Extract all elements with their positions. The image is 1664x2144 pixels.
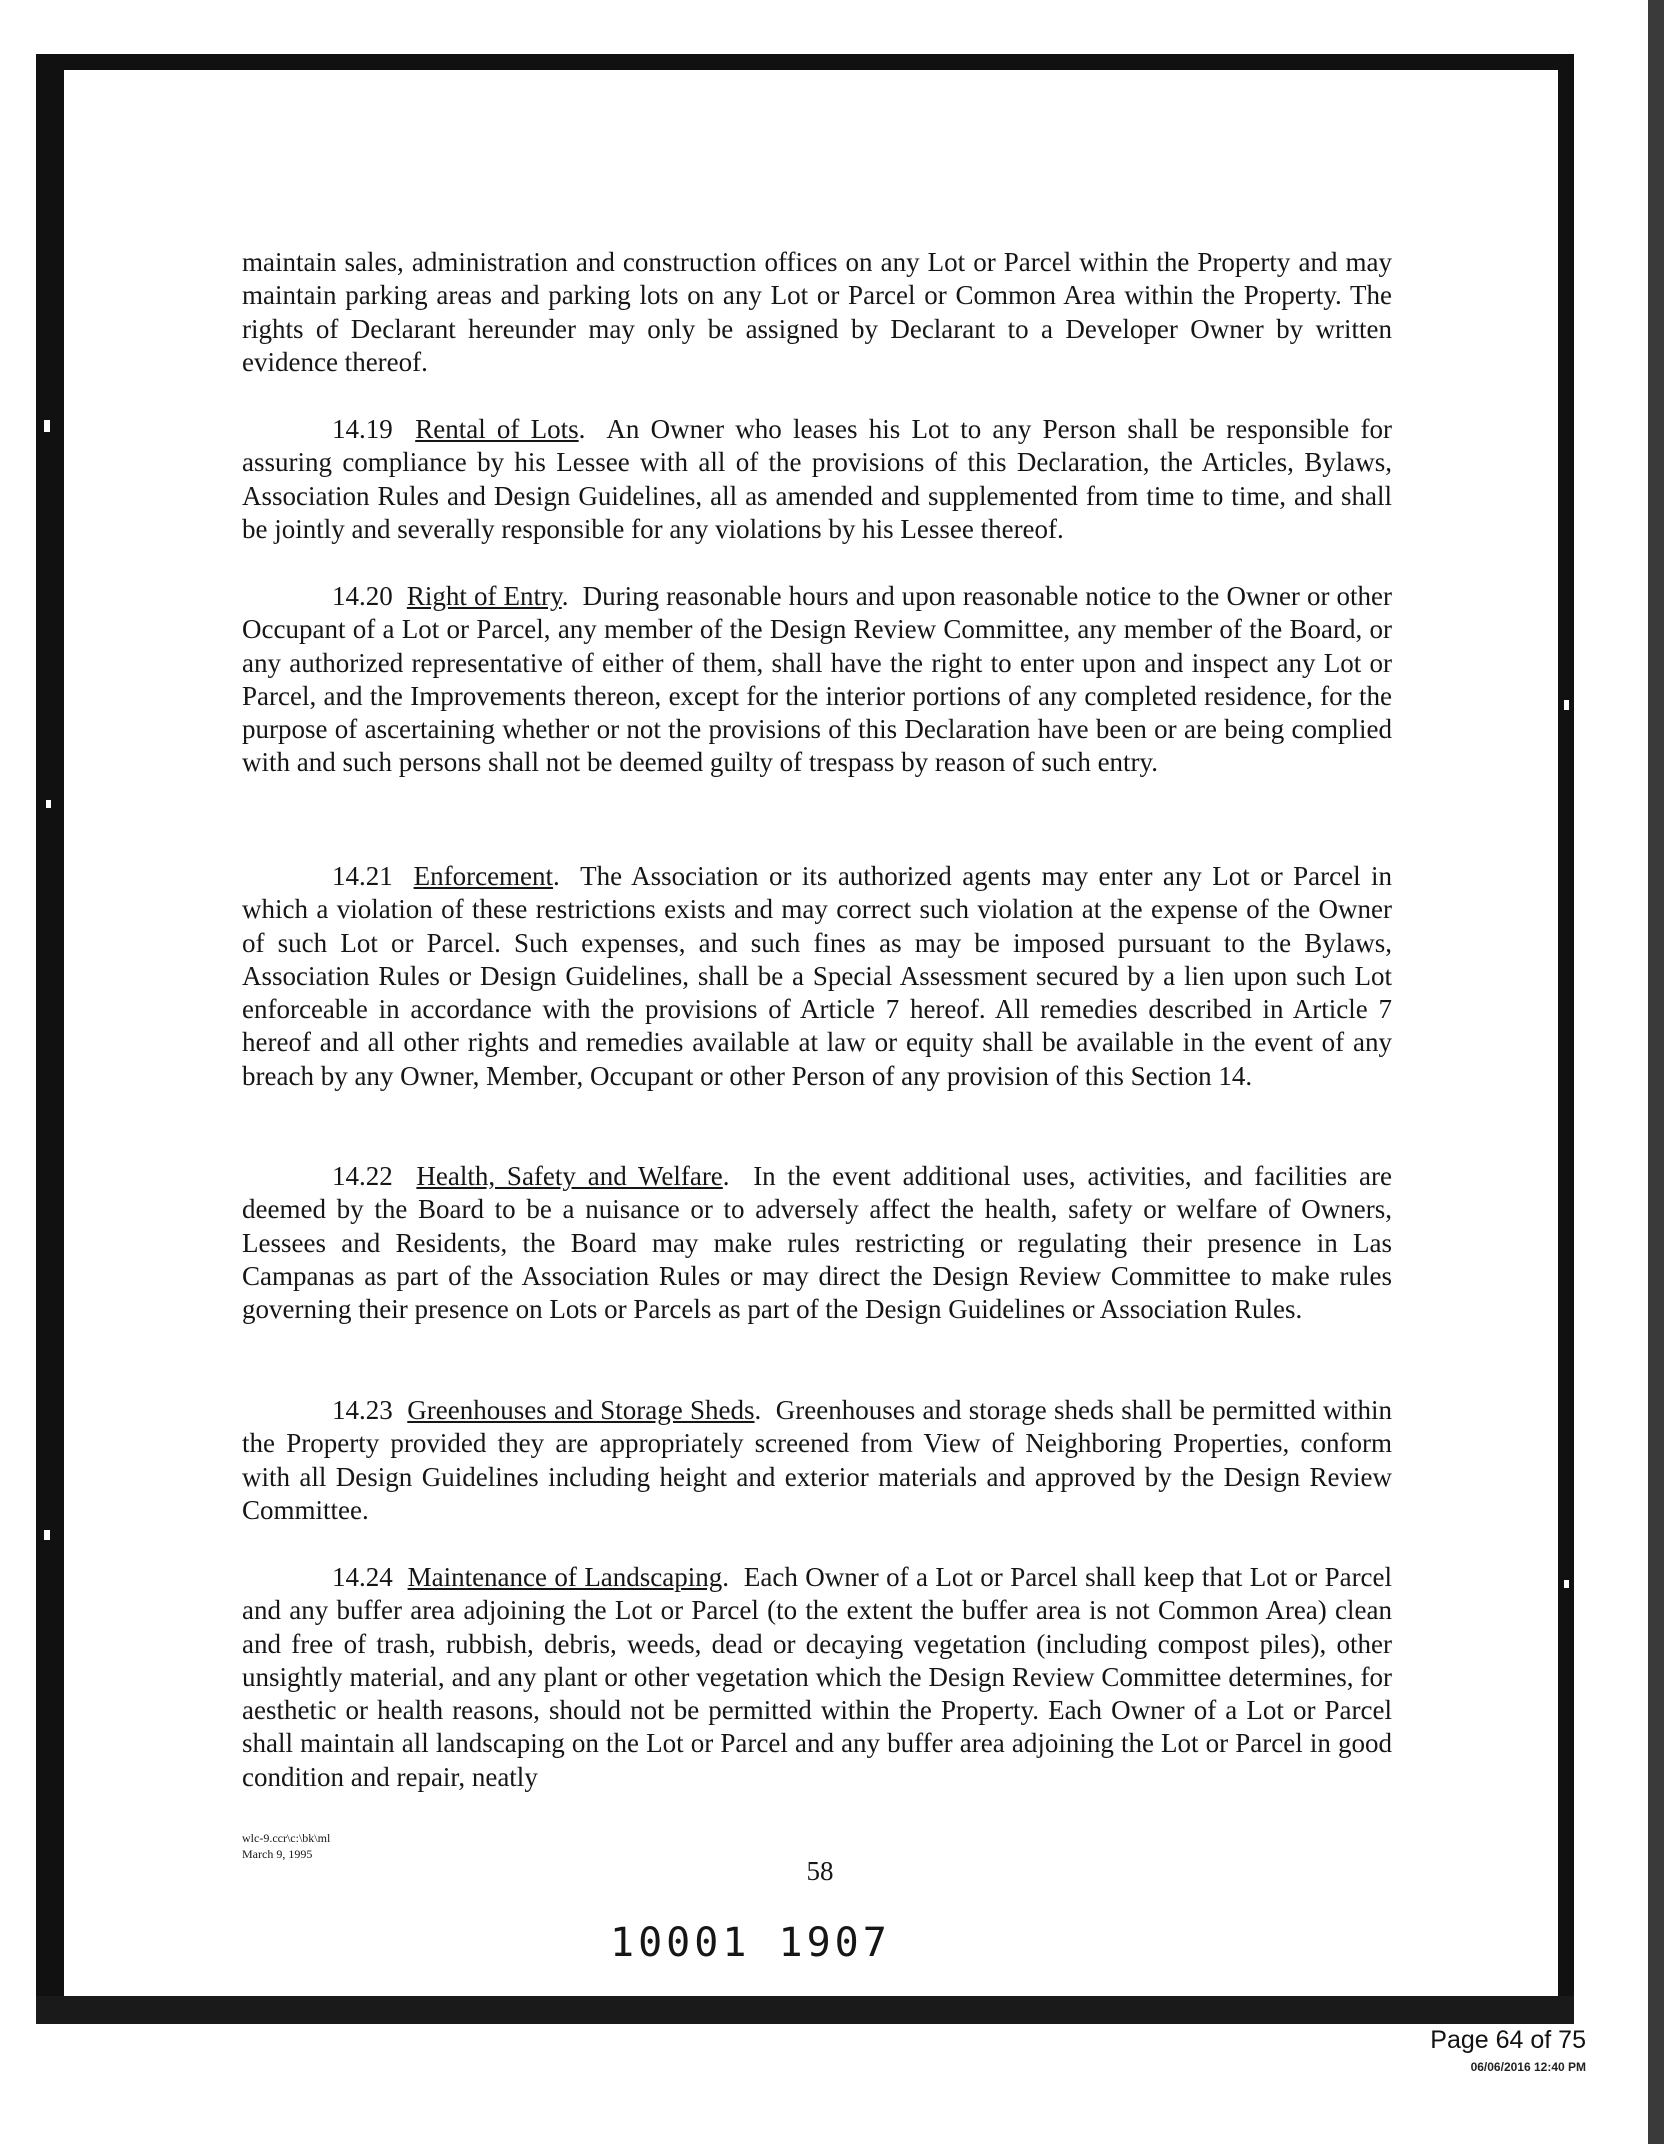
scan-speck <box>46 800 51 808</box>
section-14-24: 14.24 Maintenance of Landscaping. Each Owner of a Lot or Parcel shall keep that Lot or Parcel and any buffer area adjoining the Lot or Parcel (to the extent the buffer area is not Common Area) clean and free of trash, rubbish, debris, weeds, dead or decaying vegetation (including compost piles), other unsightly material, and any plant or other vegetation which the Design Review Committee determines, for aesthetic or health reasons, should not be permitted within the Property. Each Owner of a Lot or Parcel shall maintain all landscaping on the Lot or Parcel and any buffer area adjoining the Lot or Parcel in good condition and repair, neatly <box>242 1562 1393 1792</box>
book-page-stamp: 10001 1907 <box>610 1920 891 1966</box>
section-heading: Right of Entry <box>406 581 562 611</box>
section-14-22: 14.22 Health, Safety and Welfare. In the event additional uses, activities, and facilities are deemed by the Board to be a nuisance or to adversely affect the health, safety or welfare of Owners, Lessees and Residents, the Board may make rules restricting or regulating their presence in Las Campanas as part of the Association Rules or may direct the Design Review Committee to make rules governing their presence on Lots or Parcels as part of the Design Guidelines or Association Rules. <box>242 1161 1393 1325</box>
section-heading: Greenhouses and Storage Sheds <box>407 1395 755 1425</box>
section-14-19: 14.19 Rental of Lots. An Owner who leases his Lot to any Person shall be responsible for assuring compliance by his Lessee with all of the provisions of this Declaration, the Articles, Bylaws, Association Rules and Design Guidelines, all as amended and supplemented from time to time, and shall be jointly and severally responsible for any violations by his Lessee thereof. <box>242 414 1392 544</box>
scan-edge-shadow <box>1648 0 1664 2144</box>
section-heading: Health, Safety and Welfare <box>416 1161 723 1191</box>
scan-border-left <box>36 54 64 2024</box>
scan-border-right <box>1558 54 1574 2024</box>
section-number: 14.23 <box>332 1395 393 1425</box>
footer-file-info <box>242 1830 330 1862</box>
section-14-23: 14.23 Greenhouses and Storage Sheds. Greenhouses and storage sheds shall be permitted within the Property provided they are appropriately screened from View of Neighboring Properties, conform with all Design Guidelines including height and exterior materials and approved by the Design Review Committee. <box>242 1395 1392 1525</box>
scan-speck <box>44 420 50 432</box>
section-heading: Enforcement <box>413 861 554 891</box>
section-text: An Owner who leases his Lot to any Person shall be responsible for assuring compliance by his Lessee with all of the provisions of this Declaration, the Articles, Bylaws, Association Rules and Design Guidelines, all as amended and supplemented from time to time, and shall be jointly and severally responsible for any violations by his Lessee thereof. <box>242 414 1392 544</box>
section-text: In the event additional uses, activities, and facilities are deemed by the Board to be a nuisance or to adversely affect the health, safety or welfare of Owners, Lessees and Residents, the Board may make rules restricting or regulating their presence in Las Campanas as part of the Association Rules or may direct the Design Review Committee to make rules governing their presence on Lots or Parcels as part of the Design Guidelines or Association Rules. <box>242 1161 1393 1325</box>
section-heading: Maintenance of Landscaping <box>407 1562 723 1592</box>
section-text: Greenhouses and storage sheds shall be permitted within the Property provided they are appropriately screened from View of Neighboring Properties, conform with all Design Guidelines including height and exterior materials and approved by the Design Review Committee. <box>242 1395 1392 1525</box>
viewer-page-indicator: Page 64 of 75 <box>1430 2026 1586 2054</box>
section-number: 14.24 <box>332 1562 393 1592</box>
section-number: 14.22 <box>332 1161 393 1191</box>
section-text: The Association or its authorized agents may enter any Lot or Parcel in which a violation of these restrictions exists and may correct such violation at the expense of the Owner of such Lot or Parcel. Such expenses, and such fines as may be imposed pursuant to the Bylaws, Association Rules or Design Guidelines, shall be a Special Assessment secured by a lien upon such Lot enforceable in accordance with the provisions of Article 7 hereof. All remedies described in Article 7 hereof and all other rights and remedies available at law or equity shall be available in the event of any breach by any Owner, Member, Occupant or other Person of any provision of this Section 14. <box>242 861 1393 1091</box>
document-page-number: 58 <box>806 1856 834 1886</box>
footer-date: March 9, 1995 <box>242 1847 313 1861</box>
section-text: Each Owner of a Lot or Parcel shall keep that Lot or Parcel and any buffer area adjoining the Lot or Parcel (to the extent the buffer area is not Common Area) clean and free of trash, rubbish, debris, weeds, dead or decaying vegetation (including compost piles), other unsightly material, and any plant or other vegetation which the Design Review Committee determines, for aesthetic or health reasons, should not be permitted within the Property. Each Owner of a Lot or Parcel shall maintain all landscaping on the Lot or Parcel and any buffer area adjoining the Lot or Parcel in good condition and repair, neatly <box>242 1562 1393 1792</box>
section-number: 14.19 <box>332 414 393 444</box>
scan-speck <box>1564 700 1569 710</box>
section-number: 14.20 <box>332 581 393 611</box>
section-heading: Rental of Lots <box>415 414 579 444</box>
section-14-21: 14.21 Enforcement. The Association or its authorized agents may enter any Lot or Parcel in which a violation of these restrictions exists and may correct such violation at the expense of the Owner of such Lot or Parcel. Such expenses, and such fines as may be imposed pursuant to the Bylaws, Association Rules or Design Guidelines, shall be a Special Assessment secured by a lien upon such Lot enforceable in accordance with the provisions of Article 7 hereof. All remedies described in Article 7 hereof and all other rights and remedies available at law or equity shall be available in the event of any breach by any Owner, Member, Occupant or other Person of any provision of this Section 14. <box>242 861 1393 1091</box>
footer-file-code: wlc-9.ccr\c:\bk\ml <box>242 1831 331 1845</box>
scan-speck <box>1564 1580 1569 1588</box>
paragraph-text: maintain sales, administration and construction offices on any Lot or Parcel within the Property and may maintain parking areas and parking lots on any Lot or Parcel or Common Area within the Property. The rights of Declarant hereunder may only be assigned by Declarant to a Developer Owner by written evidence thereof. <box>242 247 1392 377</box>
paragraph-continuation <box>242 246 1392 379</box>
scan-speck <box>44 1530 50 1540</box>
viewer-timestamp: 06/06/2016 12:40 PM <box>1470 2060 1586 2074</box>
section-number: 14.21 <box>332 861 393 891</box>
scan-border-bottom <box>36 1996 1574 2024</box>
section-text: During reasonable hours and upon reasonable notice to the Owner or other Occupant of a Lot or Parcel, any member of the Design Review Committee, any member of the Board, or any authorized representative of either of them, shall have the right to enter upon and inspect any Lot or Parcel, and the Improvements thereon, except for the interior portions of any completed residence, for the purpose of ascertaining whether or not the provisions of this Declaration have been or are being complied with and such persons shall not be deemed guilty of trespass by reason of such entry. <box>242 581 1392 778</box>
scan-border-top <box>36 54 1574 70</box>
section-14-20: 14.20 Right of Entry. During reasonable hours and upon reasonable notice to the Owner or other Occupant of a Lot or Parcel, any member of the Design Review Committee, any member of the Board, or any authorized representative of either of them, shall have the right to enter upon and inspect any Lot or Parcel, and the Improvements thereon, except for the interior portions of any completed residence, for the purpose of ascertaining whether or not the provisions of this Declaration have been or are being complied with and such persons shall not be deemed guilty of trespass by reason of such entry. <box>242 581 1392 778</box>
